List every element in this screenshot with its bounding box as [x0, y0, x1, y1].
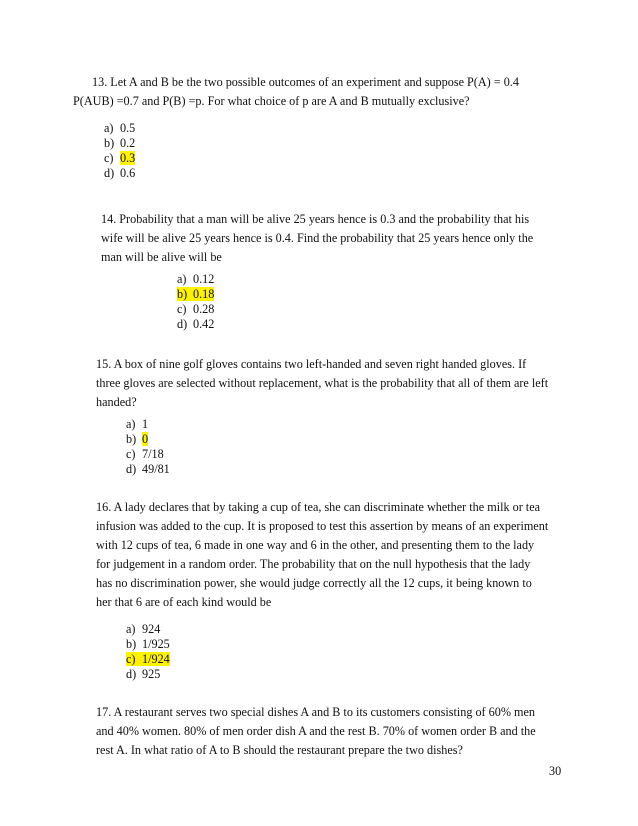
option-c: [177, 302, 214, 316]
question-text-line: rest A. In what ratio of A to B should the restaurant prepare the two dishes?: [96, 743, 463, 757]
question-text-line: wife will be alive 25 years hence is 0.4. Find the probability that 25 years hence only the: [101, 231, 534, 245]
option-d: [126, 667, 160, 681]
option-b: [126, 432, 148, 446]
option-row-highlighted: [126, 652, 170, 666]
option-value-highlighted: 0: [142, 432, 149, 446]
option-value: 924: [142, 622, 161, 636]
option-c: [126, 447, 164, 461]
option-b: [104, 136, 135, 150]
option-value: 0.6: [120, 166, 136, 180]
question-text-line: 15. A box of nine golf gloves contains two left-handed and seven right handed gloves. If: [96, 357, 527, 371]
option-letter: b): [126, 432, 137, 446]
option-letter: d): [126, 667, 137, 681]
question-text-line: has no discrimination power, she would judge correctly all the 12 cups, it being known to: [96, 576, 532, 590]
option-letter: a): [126, 417, 136, 431]
question-text-line: with 12 cups of tea, 6 made in one way and 6 in the other, and presenting them to the lady: [96, 538, 535, 552]
option-letter: d): [126, 462, 137, 476]
question-text-line: handed?: [96, 395, 137, 409]
option-d: [126, 462, 170, 476]
question-text-line: 14. Probability that a man will be alive 25 years hence is 0.3 and the probability that his: [101, 212, 530, 226]
question-text-line: 16. A lady declares that by taking a cup of tea, she can discriminate whether the milk or tea: [96, 500, 541, 514]
option-d: [104, 166, 135, 180]
option-b: [126, 637, 170, 651]
option-letter: c): [177, 302, 187, 316]
option-c: [104, 151, 135, 165]
option-value: 1: [142, 417, 149, 431]
option-a: [177, 272, 214, 286]
option-row-highlighted: [177, 287, 214, 301]
option-letter: d): [104, 166, 115, 180]
question-text-line: her that 6 are of each kind would be: [96, 595, 272, 609]
option-a: [126, 622, 160, 636]
option-value: 0.28: [193, 302, 215, 316]
option-value: 0.42: [193, 317, 215, 331]
question-text-line: for judgement in a random order. The probability that on the null hypothesis that the lady: [96, 557, 531, 571]
question-text-line: 13. Let A and B be the two possible outcomes of an experiment and suppose P(A) = 0.4: [92, 75, 519, 89]
option-value: 0.12: [193, 272, 215, 286]
page-number: 30: [549, 764, 562, 778]
option-value: 1/925: [142, 637, 170, 651]
option-value: 7/18: [142, 447, 164, 461]
option-letter: c): [126, 447, 136, 461]
option-value: 0.5: [120, 121, 136, 135]
option-value-highlighted: 0.3: [120, 151, 136, 165]
option-a: [104, 121, 135, 135]
question-text-line: man will be alive will be: [101, 250, 222, 264]
option-value: 0.18: [193, 287, 215, 301]
option-c: [126, 652, 170, 666]
option-value: 1/924: [142, 652, 170, 666]
question-text-line: three gloves are selected without replacement, what is the probability that all of them are left: [96, 376, 549, 390]
question-text-line: 17. A restaurant serves two special dishes A and B to its customers consisting of 60% men: [96, 705, 536, 719]
option-value: 49/81: [142, 462, 170, 476]
option-letter: d): [177, 317, 188, 331]
option-letter: a): [104, 121, 114, 135]
option-value: 925: [142, 667, 161, 681]
option-letter: b): [126, 637, 137, 651]
option-letter: c): [126, 652, 136, 666]
option-letter: b): [177, 287, 188, 301]
option-letter: a): [126, 622, 136, 636]
option-d: [177, 317, 214, 331]
option-letter: c): [104, 151, 114, 165]
option-a: [126, 417, 148, 431]
option-letter: a): [177, 272, 187, 286]
option-letter: b): [104, 136, 115, 150]
option-value: 0.2: [120, 136, 136, 150]
option-b: [177, 287, 214, 301]
question-text-line: infusion was added to the cup. It is proposed to test this assertion by means of an experiment: [96, 519, 549, 533]
question-text-line: and 40% women. 80% of men order dish A and the rest B. 70% of women order B and the: [96, 724, 536, 738]
question-text-line: P(AUB) =0.7 and P(B) =p. For what choice of p are A and B mutually exclusive?: [73, 94, 470, 108]
